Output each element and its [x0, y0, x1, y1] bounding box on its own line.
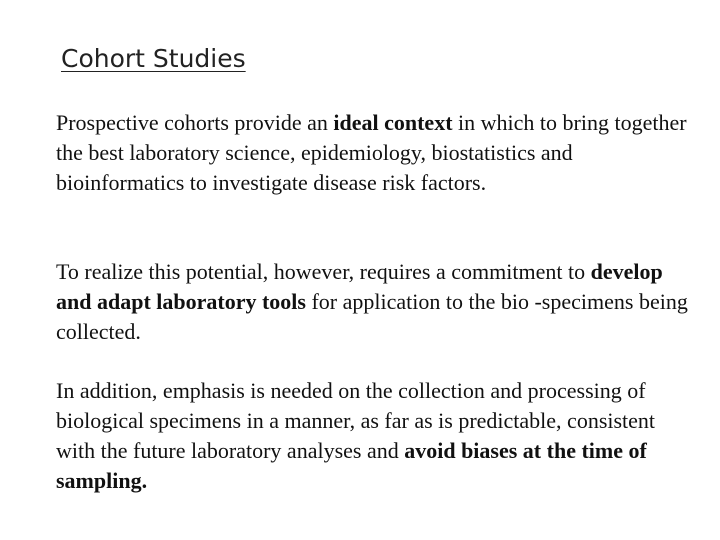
paragraph-2: [56, 257, 696, 347]
paragraph-1-text-a: Prospective cohorts provide an: [56, 110, 334, 135]
paragraph-3-text-a: In addition, emphasis is needed on the collection and processing of biological specimens in a manner, as far as is predictable, consistent with the future laboratory analyses and: [56, 378, 656, 463]
paragraph-1: [56, 108, 696, 198]
paragraph-3-bold: avoid biases at the time of sampling.: [56, 438, 647, 493]
paragraph-2-bold: develop and adapt laboratory tools: [56, 259, 663, 314]
slide-title: Cohort Studies: [61, 44, 246, 73]
paragraph-1-text-c: in which to bring together the best laboratory science, epidemiology, biostatistics and bioinformatics to investigate disease risk factors.: [56, 110, 687, 195]
paragraph-2-text-c: for application to the bio -specimens being collected.: [56, 289, 688, 344]
paragraph-1-bold: ideal context: [333, 110, 453, 135]
paragraph-2-text-a: To realize this potential, however, requires a commitment to: [56, 259, 591, 284]
paragraph-3: [56, 376, 696, 496]
